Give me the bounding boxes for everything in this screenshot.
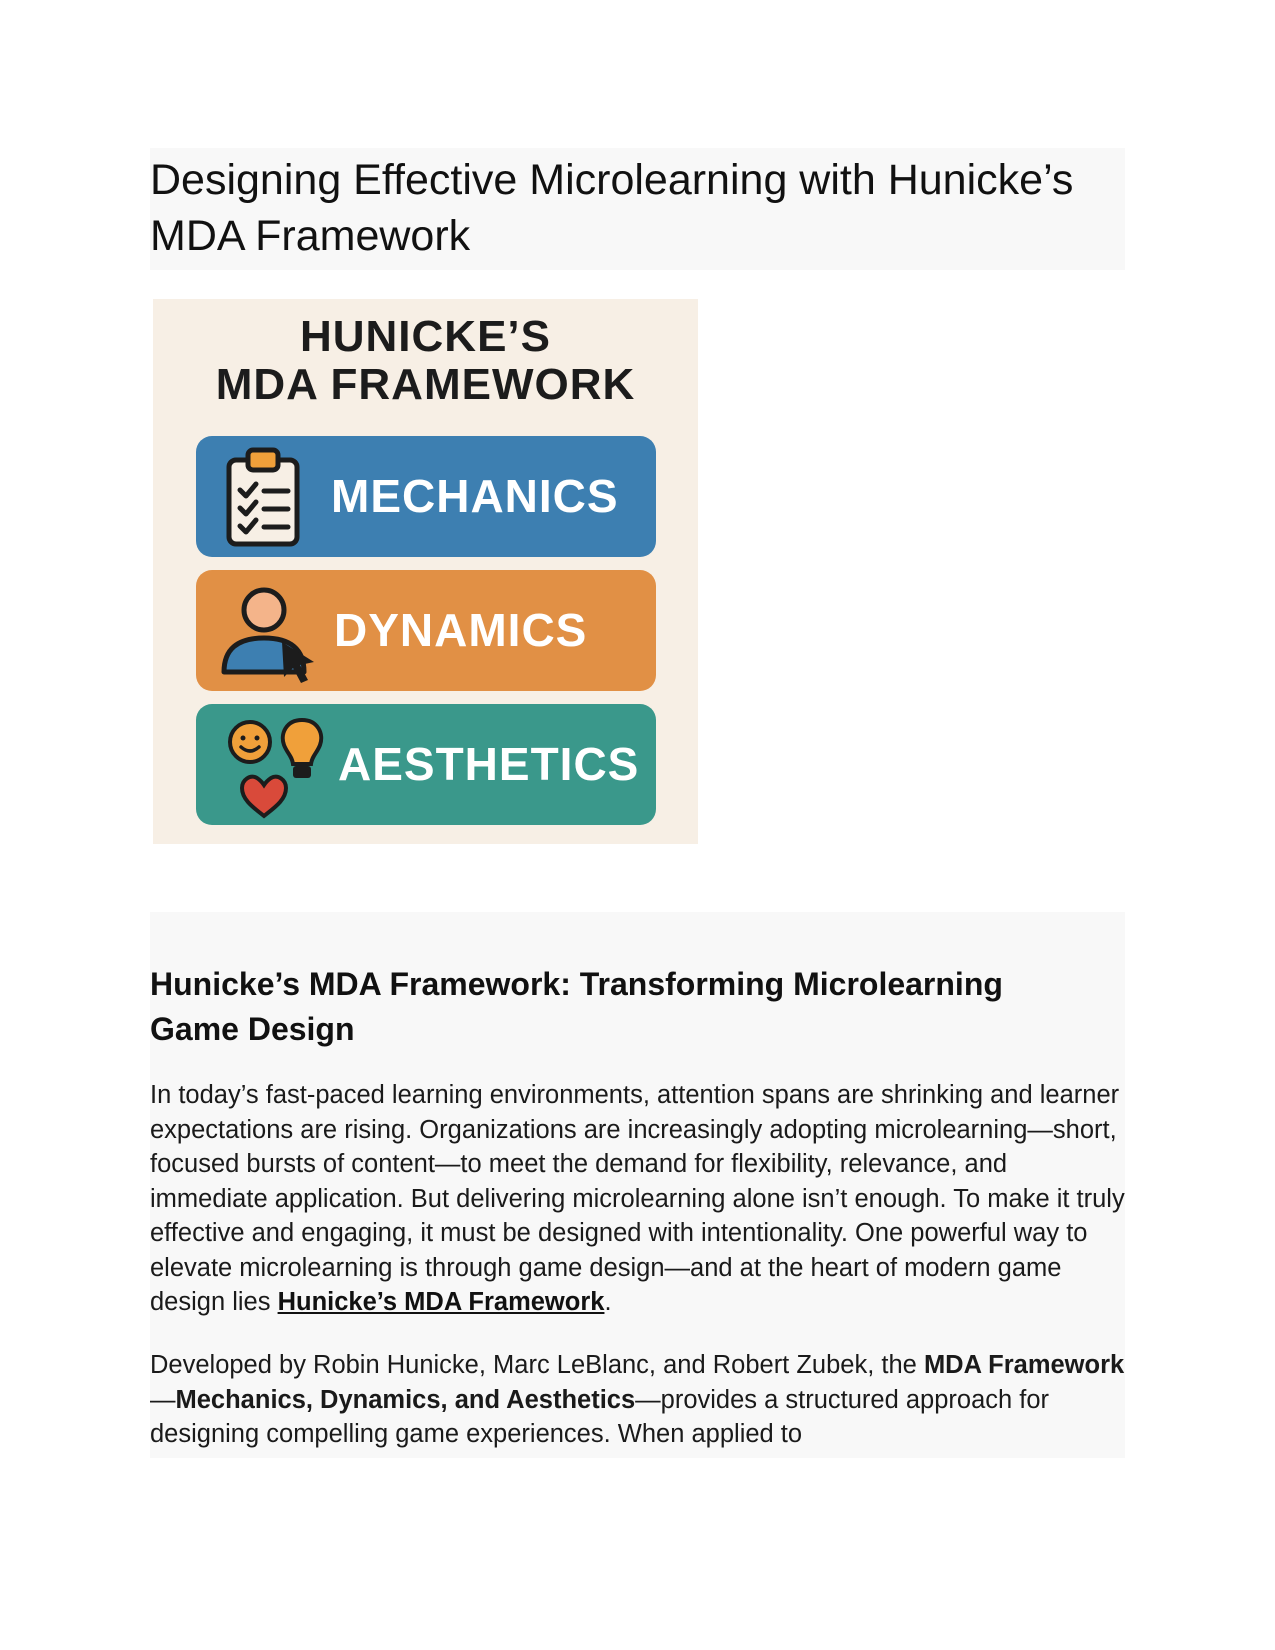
paragraph-intro-text: In today’s fast-paced learning environments, attention spans are shrinking and learner expectations are rising. Organizations are increasingly adopting microlearning—short, focused bursts of content—to meet the demand for flexibility, relevance, and immediate application. But delivering microlearning alone isn’t enough. To make it truly effective and engaging, it must be designed with intentionality. One powerful way to elevate microlearning is through game design—and at the heart of modern game design lies [150,1081,1125,1316]
figure-title-line1: HUNICKE’S [299,312,552,361]
mechanics-band [196,436,656,557]
aesthetics-band [196,704,656,825]
mda-components-bold: Mechanics, Dynamics, and Aesthetics [175,1385,636,1414]
figure-title-line2: MDA FRAMEWORK [215,360,636,409]
mda-framework-link[interactable]: Hunicke’s MDA Framework [277,1288,605,1316]
mda-framework-figure [153,299,698,844]
smiley-heart-bulb-icon [216,714,326,819]
dynamics-band [196,570,656,691]
title-block [150,148,1125,270]
em-dash: — [150,1385,176,1414]
document-title: Designing Effective Microlearning with Hunicke’s MDA Framework [150,156,1074,260]
dynamics-label: DYNAMICS [334,604,588,656]
article-body [150,912,1125,1458]
aesthetics-label: AESTHETICS [338,738,640,790]
paragraph-developers-start: Developed by Robin Hunicke, Marc LeBlanc, and Robert Zubek, the [150,1351,924,1379]
person-cursor-icon [216,580,326,685]
paragraph-developers-end: —provides a structured approach for designing compelling game experiences. When applied to [150,1385,1050,1448]
clipboard-checklist-icon [216,446,326,551]
mda-framework-bold: MDA Framework [923,1351,1125,1379]
paragraph-developers [150,1348,1125,1452]
figure-title [153,313,698,409]
mechanics-label: MECHANICS [331,470,619,522]
section-heading: Hunicke’s MDA Framework: Transforming Microlearning Game Design [150,966,1003,1047]
paragraph-intro-end: . [604,1288,612,1316]
paragraph-intro [150,1078,1125,1320]
